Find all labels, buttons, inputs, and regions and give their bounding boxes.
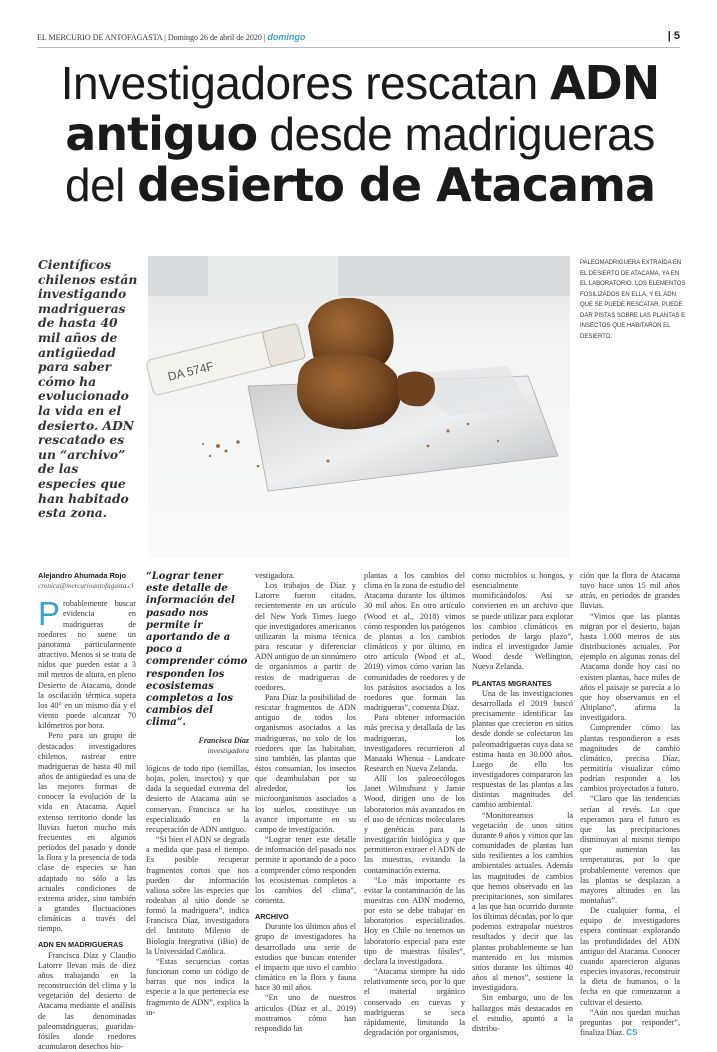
paragraph: “Aún nos quedan muchas preguntas por responder”, finaliza Díaz. CS	[580, 1007, 680, 1038]
page-number: | 5	[667, 30, 680, 42]
paragraph: Una de las investigaciones desarrollada el 2019 buscó precisamente identificar las plantas que crecieron en sitios desde donde se colectaron las paleomadrigueras cuya data se estima hasta en 30.000 años. Luego de ello los investigadores compararon las respuestas de las plantas a las distintas magnitudes del cambio ambiental.	[472, 688, 573, 810]
paragraph: “Lograr tener este detalle de información del pasado nos permite ir aportando de a poco a comprender cómo responden los ecosistemas completos a los cambios del clima”, comenta.	[255, 835, 356, 905]
byline-author: Alejandro Ahumada Rojo	[38, 571, 127, 580]
burrow-sample-image	[148, 256, 570, 558]
paragraph: “Vimos que las plantas migran por el desierto, bajan hasta 1.000 metros de sus distribuciones actuales. Por ejemplo en algunas zonas del Atacama donde hoy casi no existen plantas, hace miles de años el paisaje se parecía a lo que hoy observamos en el Altiplano”, afirma la investigadora.	[580, 611, 680, 723]
paragraph: Probablemente buscar evidencia en madrigueras de roedores no suene un panorama particularmente atractivo. Menos si se trata de nidos que pueden estar a 3 mil metros de altura, en pleno Desierto de Atacama, donde la oscilación térmica supera los 40° en un mismo día y el viento puede alcanzar 70 kilómetros por hora.	[38, 595, 136, 731]
paragraph: Allí los paleoecólogos Janet Wilmshurst y Jamie Wood, dirigen uno de los laboratorios más avanzados en el uso de técnicas moleculares y genéticas para la investigación biológica y que permitieron extraer el ADN de las muestras, evitando la contaminación externa.	[364, 774, 465, 875]
tube-label: DA 574F	[166, 358, 216, 384]
paragraph: Sin embargo, uno de los hallazgos más destacados en el estudio, apuntó a la distribu-	[472, 993, 573, 1033]
paragraph: “Claro que las tendencias serían al revés. Lo que esperamos para el futuro es que las precipitaciones disminuyan al mismo tiempo que aumentan las temperaturas, por lo que probablemente veremos que las plantas se desplazan a mayores altitudes en las montañas”.	[580, 794, 680, 905]
paragraph: Francisca Díaz y Claudio Latorre llevan más de diez años trabajando en la reconstrucción del clima y la vegetación del desierto de Atacama mediante el análisis de las denominadas paleomadrigueras, guaridas-fósiles donde roedores acumularon desechos bio-	[38, 950, 136, 1052]
paragraph: De cualquier forma, el equipo de investigadores espera continuar explorando las profundidades del ADN antiguo del Atacama. Conocer cuando aparecieron algunas especies invasoras, reconstruir la dieta de humanos, o la fecha en que comenzaron a cultivar el desierto.	[580, 906, 680, 1007]
paragraph: Para Díaz la posibilidad de rescatar fragmentos de ADN antiguo de todos los organismos asociados a las madrigueras, no solo de los roedores que las habitaban, sino también, las plantas que éstos consumían, los insectos que deambulaban por su alrededor, los microorganismos asociados a los suelos, constituye un avance importante en su campo de investigación.	[255, 692, 356, 834]
newspaper-name: EL MERCURIO DE ANTOFAGASTA	[37, 33, 163, 42]
article-column-1	[38, 571, 136, 1052]
headline-bold-2: desierto de Atacama	[137, 158, 655, 212]
paragraph: Pero para un grupo de destacados investigadores chilenos, rastrear entre madrigueras de hasta 40 mil años de antigüedad es una de las mejores formas de conocer la evolución de la vida en Atacama. Aquel extenso territorio donde las lluvias fueron mucho más frecuentes en algunos periodos del pasado y donde la flora y la presencia de toda clase de especies se han adaptado no sólo a las actuales condiciones de extrema aridez, sino también a grandes fluctuaciones climáticas a través del tiempo.	[38, 731, 136, 934]
section-name: domingo	[267, 32, 306, 42]
paragraph: “Lo más importante es evitar la contaminación de las muestras con ADN moderno, por esto se debe trabajar en laboratorios especializados. Hoy en Chile no tenemos un laboratorio especial para este tipo de muestras fósiles”, declara la investigadora.	[364, 875, 465, 966]
article-column-2	[146, 571, 249, 1018]
subheading: ADN EN MADRIGUERAS	[38, 940, 124, 950]
end-mark: CS	[626, 1028, 638, 1038]
pull-quote: “Lograr tener este detalle de información del pasado nos permite ir aportando de a poco a comprender cómo responden los ecosistemas completos a los cambios del clima”.	[146, 571, 248, 729]
article-column-5	[472, 571, 573, 1034]
article-column-4	[364, 571, 465, 1038]
page-header: EL MERCURIO DE ANTOFAGASTA | Domingo 26 de abril de 2020 | domingo | 5	[37, 30, 680, 42]
issue-date: Domingo 26 de abril de 2020	[167, 33, 262, 42]
headline-bold-1: ADN antiguo	[65, 56, 660, 161]
paragraph: plantas a los cambios del clima en la zona de estudio del Atacama durante los últimos 30 mil años. En otro artículo (Wood et al., 2018) vimos cómo responden los patógenos de plantas a los cambios climáticos y por último, en otro artículo (Wood et al., 2019) vimos cómo varían las comunidades de roedores y de los parásitos asociados a los roedores que forman las madrigueras”, comenta Díaz.	[364, 571, 465, 713]
byline-email: cronica@mercurioantofagasta.cl	[38, 582, 134, 591]
photo-caption: PALEOMADRIGUERA EXTRAÍDA EN EL DESIERTO DE ATACAMA, YA EN EL LABORATORIO. LOS ELEMENTOS FOSILIZADOS EN ELLA, Y EL ADN QUE SE PUEDE RESCATAR, PUEDE DAR PISTAS SOBRE LAS PLANTAS E INSECTOS QUE HABITARON EL DESIERTO.	[580, 260, 686, 340]
paragraph: “Atacama siempre ha sido relativamente seco, por lo que el material orgánico conservado en cuevas y madrigueras se seca rápidamente, limitando la degradación por organismos,	[364, 967, 465, 1038]
drop-cap: P	[38, 595, 61, 633]
article-column-3	[255, 571, 356, 1034]
paragraph: Durante los últimos años el grupo de investigadores ha desarrollado una serie de estudios que buscan entender el impacto que tuvo el cambio climático en la flora y fauna hace 30 mil años.	[255, 922, 356, 993]
paragraph: “Monitoreamos la vegetación de unos sitios durante 9 años y vimos que las comunidades de plantas han sido resilientes a los cambios ambientales actuales. Además las magnitudes de cambios que hemos observado en las precipitaciones, son similares a las que han ocurrido durante los últimas décadas, por lo que podemos extrapolar nuestros resultados y decir que las plantas probablemente se han mantenido en los mismos sitios durante los últimos 40 años al menos”, sostiene la investigadora.	[472, 810, 573, 993]
subheading: PLANTAS MIGRANTES	[472, 678, 552, 688]
header-divider	[37, 47, 680, 48]
paragraph: como microbios u hongos, y esencialmente momificándolos. Así se convierten en un archivo que se puede utilizar para explorar los cambios climáticos en periodos de largo plazo”, indica el investigador Jamie Wood desde Wellington, Nueva Zelanda.	[472, 571, 573, 672]
pull-quote-block	[146, 571, 249, 756]
paragraph: Los trabajos de Díaz y Latorre fueron citados, recientemente en un artículo del New York Times luego que investigadores americanos utilizaran la misma técnica para rescatar y diferenciar ADN antiguo de un sinnúmero de organismos a partir de restos de madrigueras de roedores.	[255, 581, 356, 692]
article-photo	[148, 256, 570, 558]
article-lead: Científicos chilenos están investigando madrigueras de hasta 40 mil años de antigüedad para saber cómo ha evolucionado la vida en el desierto. ADN rescatado es un “archivo” de las especies que han habitado esta zona.	[38, 257, 138, 521]
paragraph: Para obtener información más precisa y detallada de las madrigueras, los investigadores recurrieron al Manaaki Whenua - Landcare Research en Nueva Zelanda.	[364, 713, 465, 773]
paragraph: ción que la flora de Atacama tuvo hace unos 15 mil años atrás, en periodos de grandes lluvias.	[580, 571, 680, 611]
paragraph: Comprender cómo las plantas respondieron a esas magnitudes de cambio climático, precisa Díaz, permitiría visualizar cómo podrían responder a los cambios proyectados a futuro.	[580, 723, 680, 794]
paragraph: “Estas secuencias cortas funcionan como un código de barras que nos indica la especie a la que pertenecía ese fragmento de ADN”, explica la in-	[146, 956, 249, 1017]
paragraph: vestigadora.	[255, 571, 295, 580]
paragraph: lógicos de todo tipo (semillas, hojas, polen, insectos) y que dada la sequedad extrema del desierto de Atacama aún se conservan. Francisca se ha especializado en la recuperación de ADN antiguo.	[146, 763, 249, 834]
paragraph: “En uno de nuestros artículos (Díaz et al., 2019) mostramos cómo han respondido las	[255, 993, 356, 1033]
subheading: ARCHIVO	[255, 912, 289, 922]
paragraph: “Si bien el ADN se degrada a medida que pasa el tiempo. Es posible recuperar fragmentos cortos que nos pueden dar información valiosa sobre las especies que rodeaban al sitio donde se formó la madriguera”, indica Francisca Díaz, investigadora del Instituto Milenio de Biología Integrativa (iBio) de la Universidad Católica.	[146, 835, 249, 956]
headline: Investigadores rescatan ADN antiguo desde madrigueras del desierto de Atacama	[60, 56, 660, 212]
pull-quote-author: Francisca Díaz	[198, 735, 249, 745]
pull-quote-role: investigadora	[207, 745, 249, 755]
article-column-6	[580, 571, 680, 1038]
